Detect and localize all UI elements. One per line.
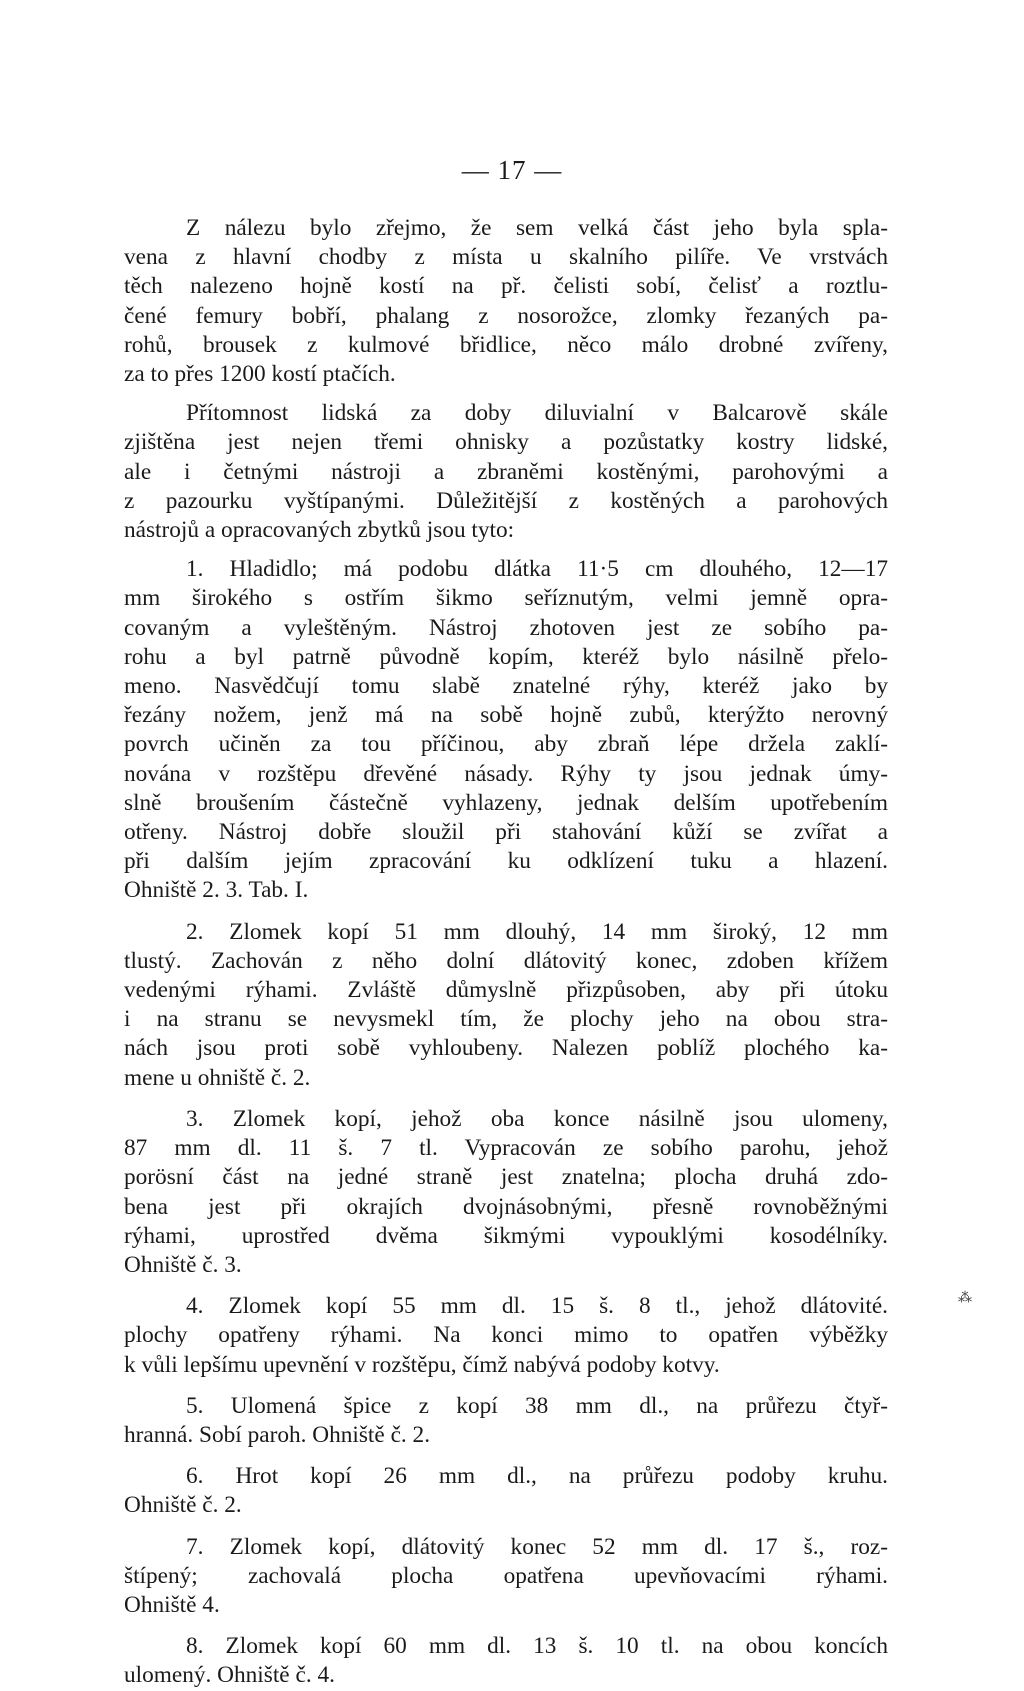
- text-line: 2. Zlomek kopí 51 mm dlouhý, 14 mm široký, 12 mm: [186, 918, 888, 945]
- page-body: [124, 214, 888, 1691]
- text-line: tlustý. Zachován z něho dolní dlátovitý konec, zdoben křížem: [124, 947, 888, 974]
- text-line: rýhami, uprostřed dvěma šikmými vypouklými kosodélníky.: [124, 1222, 888, 1249]
- text-line: 8. Zlomek kopí 60 mm dl. 13 š. 10 tl. na obou koncích: [186, 1633, 888, 1660]
- text-line: při dalším jejím zpracování ku odklízení tuku a hlazení.: [124, 848, 888, 875]
- text-line: ulomený. Ohniště č. 4.: [124, 1662, 335, 1689]
- text-line: hranná. Sobí paroh. Ohniště č. 2.: [124, 1421, 431, 1448]
- text-line: 3. Zlomek kopí, jehož oba konce násilně jsou ulomeny,: [186, 1105, 888, 1132]
- text-line: porösní část na jedné straně jest znatelna; plocha druhá zdo-: [124, 1164, 888, 1191]
- text-line: těch nalezeno hojně kostí na př. čelisti sobí, čelisť a roztlu-: [124, 273, 888, 300]
- paragraph: [124, 918, 888, 1093]
- text-line: 1. Hladidlo; má podobu dlátka 11·5 cm dlouhého, 12—17: [186, 556, 888, 583]
- text-line: Ohniště č. 3.: [124, 1251, 242, 1278]
- text-line: bena jest při okrajích dvojnásobnými, přesně rovnoběžnými: [124, 1193, 888, 1220]
- text-line: za to přes 1200 kostí ptačích.: [124, 361, 396, 388]
- text-line: rohů, brousek z kulmové břidlice, něco málo drobné zvířeny,: [124, 331, 888, 358]
- paragraph: [124, 1462, 888, 1520]
- text-line: covaným a vyleštěným. Nástroj zhotoven jest ze sobího pa-: [124, 614, 888, 641]
- text-line: řezány nožem, jenž má na sobě hojně zubů, kterýžto nerovný: [124, 702, 888, 729]
- paragraph: [124, 1105, 888, 1280]
- text-line: nách jsou proti sobě vyhloubeny. Nalezen poblíž plochého ka-: [124, 1035, 888, 1062]
- paragraph: [124, 1392, 888, 1450]
- text-line: k vůli lepšímu upevnění v rozštěpu, čímž nabývá podoby kotvy.: [124, 1351, 720, 1378]
- text-line: Ohniště 4.: [124, 1591, 220, 1618]
- text-line: vedenými rýhami. Zvláště důmyslně přizpůsoben, aby při útoku: [124, 977, 888, 1004]
- text-line: ale i četnými nástroji a zbraněmi kostěnými, parohovými a: [124, 458, 888, 485]
- text-line: plochy opatřeny rýhami. Na konci mimo to opatřen výběžky: [124, 1322, 888, 1349]
- text-line: Ohniště 2. 3. Tab. I.: [124, 877, 309, 904]
- text-line: rohu a byl patrně původně kopím, kteréž bylo násilně přelo-: [124, 643, 888, 670]
- margin-mark: ⁂: [958, 1291, 972, 1306]
- text-line: čené femury bobří, phalang z nosorožce, zlomky řezaných pa-: [124, 302, 888, 329]
- text-line: otřeny. Nástroj dobře sloužil při stahování kůží se zvířat a: [124, 819, 888, 846]
- text-line: nástrojů a opracovaných zbytků jsou tyto:: [124, 517, 515, 544]
- paragraph: [124, 1292, 888, 1380]
- text-line: Přítomnost lidská za doby diluvialní v Balcarově skále: [186, 400, 888, 427]
- page-number: — 17 —: [461, 155, 563, 185]
- text-line: 4. Zlomek kopí 55 mm dl. 15 š. 8 tl., jehož dlátovité.: [186, 1293, 888, 1320]
- text-line: slně broušením částečně vyhlazeny, jednak delším upotřebením: [124, 789, 888, 816]
- paragraph: [124, 214, 888, 389]
- text-line: 5. Ulomená špice z kopí 38 mm dl., na průřezu čtyř-: [186, 1392, 888, 1419]
- text-line: i na stranu se nevysmekl tím, že plochy jeho na obou stra-: [124, 1006, 888, 1033]
- paragraph: [124, 555, 888, 905]
- text-line: mm širokého s ostřím šikmo seříznutým, velmi jemně opra-: [124, 585, 888, 612]
- text-line: z pazourku vyštípanými. Důležitější z kostěných a parohových: [124, 487, 888, 514]
- text-line: mene u ohniště č. 2.: [124, 1064, 311, 1091]
- text-line: zjištěna jest nejen třemi ohnisky a pozůstatky kostry lidské,: [124, 429, 888, 456]
- text-line: nována v rozštěpu dřevěné násady. Rýhy ty jsou jednak úmy-: [124, 760, 888, 787]
- text-line: Ohniště č. 2.: [124, 1492, 242, 1519]
- text-line: Z nálezu bylo zřejmo, že sem velká část jeho byla spla-: [186, 215, 888, 241]
- text-line: štípený; zachovalá plocha opatřena upevňovacími rýhami.: [124, 1562, 888, 1589]
- text-line: povrch učiněn za tou příčinou, aby zbraň lépe držela zaklí-: [124, 731, 888, 758]
- text-line: meno. Nasvědčují tomu slabě znatelné rýhy, kteréž jako by: [124, 673, 888, 700]
- paragraph: [124, 1533, 888, 1621]
- paragraph: [124, 1632, 888, 1690]
- text-line: 7. Zlomek kopí, dlátovitý konec 52 mm dl. 17 š., roz-: [186, 1533, 888, 1560]
- text-line: vena z hlavní chodby z místa u skalního pilíře. Ve vrstvách: [124, 244, 888, 271]
- text-line: 6. Hrot kopí 26 mm dl., na průřezu podoby kruhu.: [186, 1463, 888, 1490]
- text-line: 87 mm dl. 11 š. 7 tl. Vypracován ze sobího parohu, jehož: [124, 1135, 888, 1162]
- paragraph: [124, 399, 888, 545]
